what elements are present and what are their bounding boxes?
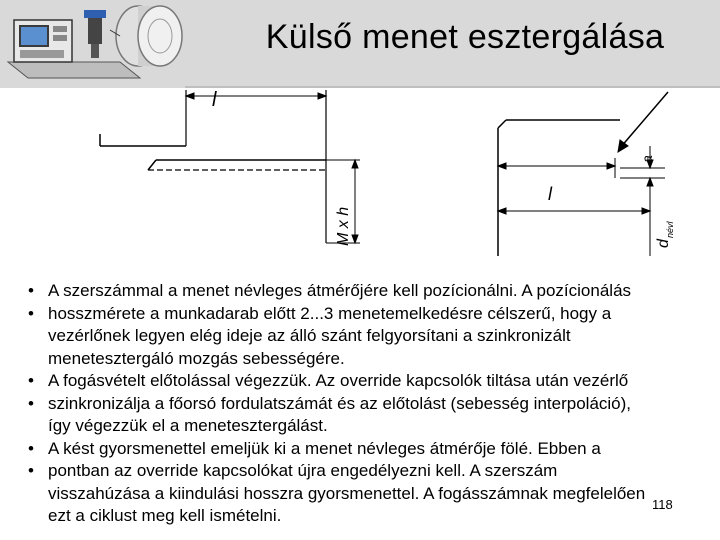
body-line [28,393,688,416]
body-line [28,483,688,506]
body-line [28,460,688,483]
right-thread-drawing [498,92,668,256]
right-length-label: l [548,184,552,204]
diameter-sub-label: névl [665,221,675,238]
bullet: • [28,461,34,480]
body-line-text: A szerszámmal a menet névleges átmérőjére kell pozícionálni. A pozícionálás [48,281,632,300]
body-line [28,415,688,438]
right-offset-label: a [639,155,655,163]
bullet: • [28,371,34,390]
left-thread-drawing [100,90,360,243]
body-line-text: menetesztergáló mozgás sebességére. [48,348,345,368]
bullet: • [28,303,34,323]
bullet: • [28,438,34,458]
bullet: • [28,393,34,413]
body-line-text: hosszmérete a munkadarab előtt 2...3 menetemelkedésre célszerű, hogy a [48,303,612,323]
body-line [28,348,688,371]
nominal-diameter-label [655,220,675,248]
left-depth-label: M x h [335,206,352,246]
cnc-machine-logo [0,0,185,88]
body-line [28,280,688,303]
body-line-text: szinkronizálja a főorsó fordulatszámát és az előtolást (sebesség interpoláció), [48,393,632,413]
body-line-text: vezérlőnek legyen elég ideje az álló szánt felgyorsítani a szinkronizált [48,326,571,345]
bullet: • [28,281,34,300]
body-line-text: pontban az override kapcsolókat újra engedélyezni kell. A szerszám [48,461,558,480]
diameter-main-label: d [655,239,672,248]
page-number: 118 [652,497,673,512]
body-text [28,280,688,528]
slide-title: Külső menet esztergálása [265,18,665,56]
thread-turning-diagram [0,88,720,278]
body-line-text: visszahúzása a kiindulási hosszra gyorsmenettel. A fogásszámnak megfelelően [48,483,646,503]
body-line [28,505,688,528]
body-line [28,438,688,461]
left-length-label: l [212,89,217,111]
body-line-text: ezt a ciklust meg kell ismételni. [48,506,282,525]
body-line [28,303,688,326]
body-line-text: A kést gyorsmenettel emeljük ki a menet névleges átmérője fölé. Ebben a [48,438,601,458]
body-line-text: A fogásvételt előtolással végezzük. Az override kapcsolók tiltása után vezérlő [48,371,629,390]
header-bar [0,0,720,88]
body-line [28,370,688,393]
body-line [28,325,688,348]
body-line-text: így végezzük el a menetesztergálást. [48,416,328,435]
